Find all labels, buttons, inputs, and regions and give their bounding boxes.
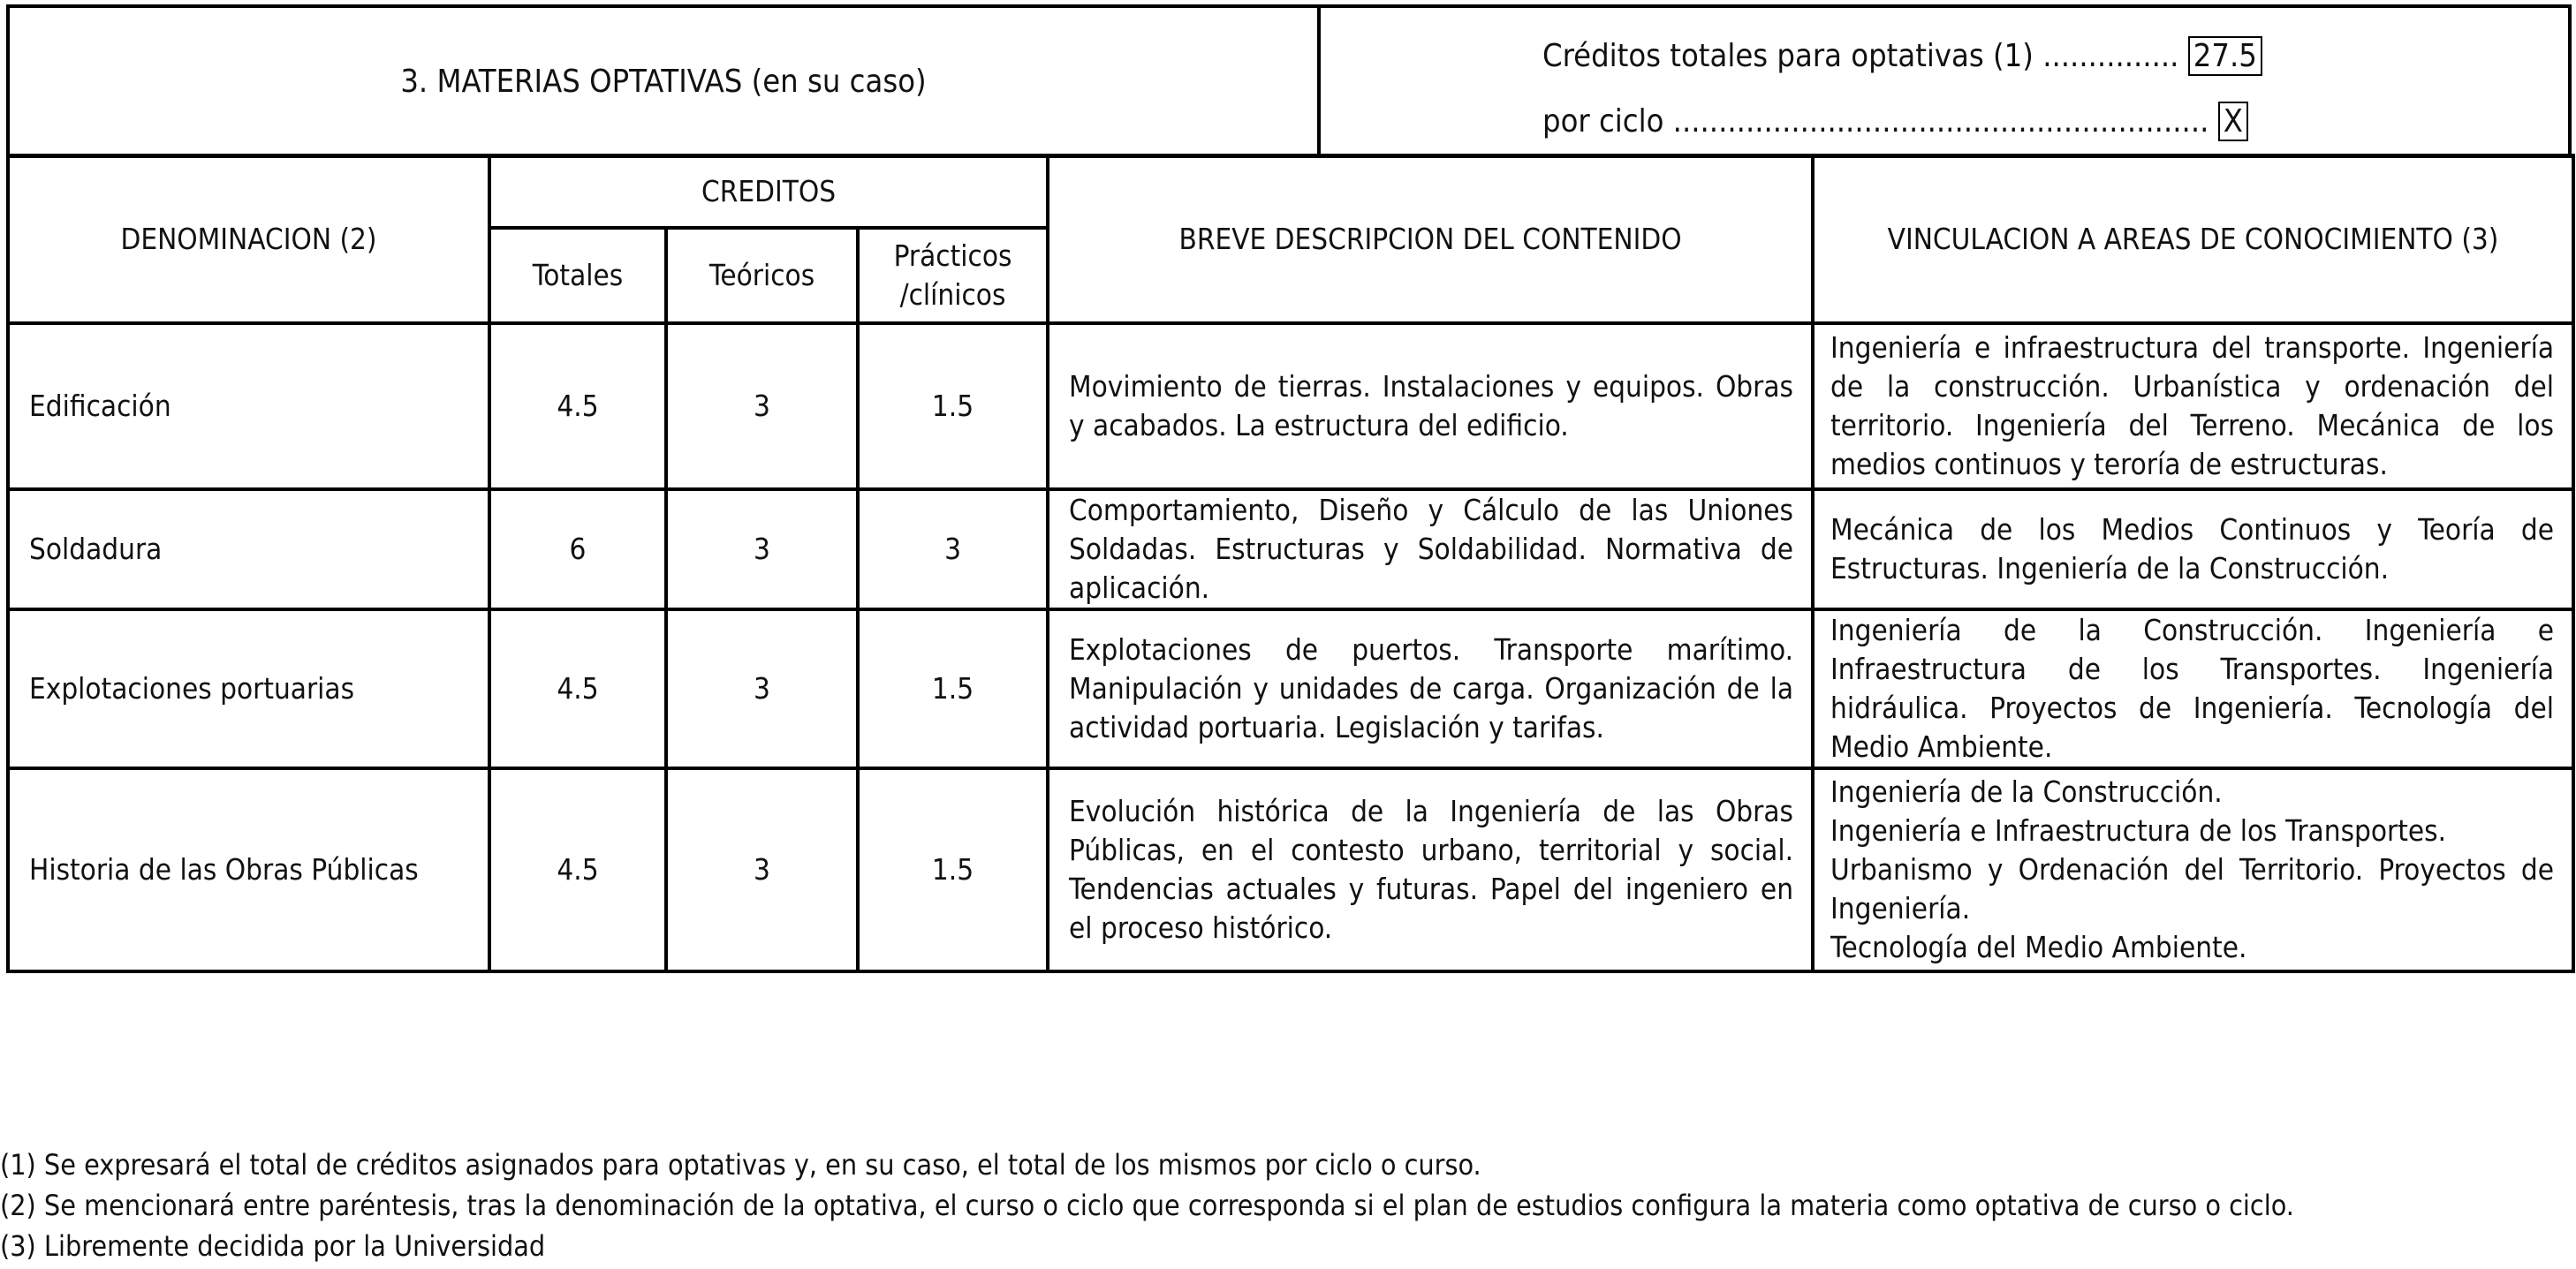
header-description: BREVE DESCRIPCION DEL CONTENIDO (1048, 155, 1813, 323)
total-credits-line (1542, 38, 2262, 74)
footnotes (0, 1144, 2294, 1266)
row-theoretical: 3 (666, 323, 858, 489)
row-description: Evolución histórica de la Ingeniería de las Obras Públicas, en el contesto urbano, territorial y social. Tendencias actuales y futuras. Papel del ingeniero en el proceso histórico. (1048, 768, 1813, 971)
table-row (8, 768, 2573, 971)
footnote-2: (2) Se mencionará entre paréntesis, tras la denominación de la optativa, el curso o ciclo que corresponda si el plan de estudios configura la materia como optativa de curso o ciclo. (0, 1189, 2294, 1222)
row-totals: 4.5 (489, 768, 666, 971)
optional-subjects-table (6, 154, 2575, 973)
footnote-1: (1) Se expresará el total de créditos asignados para optativas y, en su caso, el total de los mismos por ciclo o curso. (0, 1148, 1481, 1182)
header-credits: CREDITOS (489, 155, 1048, 228)
per-cycle-line (1542, 103, 2248, 140)
row-name: Historia de las Obras Públicas (8, 768, 489, 971)
row-description: Comportamiento, Diseño y Cálculo de las Uniones Soldadas. Estructuras y Soldabilidad. Normativa de aplicación. (1048, 489, 1813, 609)
row-name: Soldadura (8, 489, 489, 609)
header-row (8, 155, 2573, 228)
area-line: Ingeniería de la Construcción. (1830, 774, 2223, 809)
row-areas: Ingeniería e infraestructura del transporte. Ingeniería de la construcción. Urbanística y ordenación del territorio. Ingeniería del Terreno. Mecánica de los medios continuos y teroría de estructuras. (1813, 323, 2573, 489)
section-title: 3. MATERIAS OPTATIVAS (en su caso) (10, 8, 1321, 155)
area-line: Urbanismo y Ordenación del Territorio. Proyectos de Ingeniería. (1830, 852, 2555, 925)
row-theoretical: 3 (666, 609, 858, 768)
header-areas: VINCULACION A AREAS DE CONOCIMIENTO (3) (1813, 155, 2573, 323)
row-practical: 1.5 (858, 609, 1048, 768)
header-theoretical: Teóricos (666, 228, 858, 323)
row-totals: 4.5 (489, 323, 666, 489)
section-header (6, 4, 2572, 158)
row-description: Explotaciones de puertos. Transporte marítimo. Manipulación y unidades de carga. Organización de la actividad portuaria. Legislación y tarifas. (1048, 609, 1813, 768)
row-areas: Mecánica de los Medios Continuos y Teoría de Estructuras. Ingeniería de la Construcción. (1813, 489, 2573, 609)
row-name: Explotaciones portuarias (8, 609, 489, 768)
header-practical (858, 228, 1048, 323)
row-areas: Ingeniería de la Construcción. Ingeniería e Infraestructura de los Transportes. Ingeniería hidráulica. Proyectos de Ingeniería. Tecnología del Medio Ambiente. (1813, 609, 2573, 768)
row-areas (1813, 768, 2573, 971)
row-practical: 1.5 (858, 323, 1048, 489)
table-row (8, 489, 2573, 609)
header-totals: Totales (489, 228, 666, 323)
row-totals: 4.5 (489, 609, 666, 768)
table-row (8, 323, 2573, 489)
table-row (8, 609, 2573, 768)
row-totals: 6 (489, 489, 666, 609)
per-cycle-label: por ciclo ........................................................... (1542, 103, 2209, 140)
row-practical: 1.5 (858, 768, 1048, 971)
footnote-3: (3) Libremente decidida por la Universidad (0, 1229, 546, 1263)
header-practical-line1: Prácticos (893, 238, 1012, 273)
row-description: Movimiento de tierras. Instalaciones y equipos. Obras y acabados. La estructura del edificio. (1048, 323, 1813, 489)
row-theoretical: 3 (666, 768, 858, 971)
per-cycle-value: X (2218, 102, 2248, 141)
row-theoretical: 3 (666, 489, 858, 609)
row-practical: 3 (858, 489, 1048, 609)
total-credits-label: Créditos totales para optativas (1) ............... (1542, 38, 2179, 74)
header-practical-line2: /clínicos (899, 277, 1006, 312)
area-line: Tecnología del Medio Ambiente. (1830, 930, 2247, 964)
total-credits-value: 27.5 (2188, 36, 2262, 76)
area-line: Ingeniería e Infraestructura de los Transportes. (1830, 813, 2447, 848)
header-denomination: DENOMINACION (2) (8, 155, 489, 323)
row-name: Edificación (8, 323, 489, 489)
